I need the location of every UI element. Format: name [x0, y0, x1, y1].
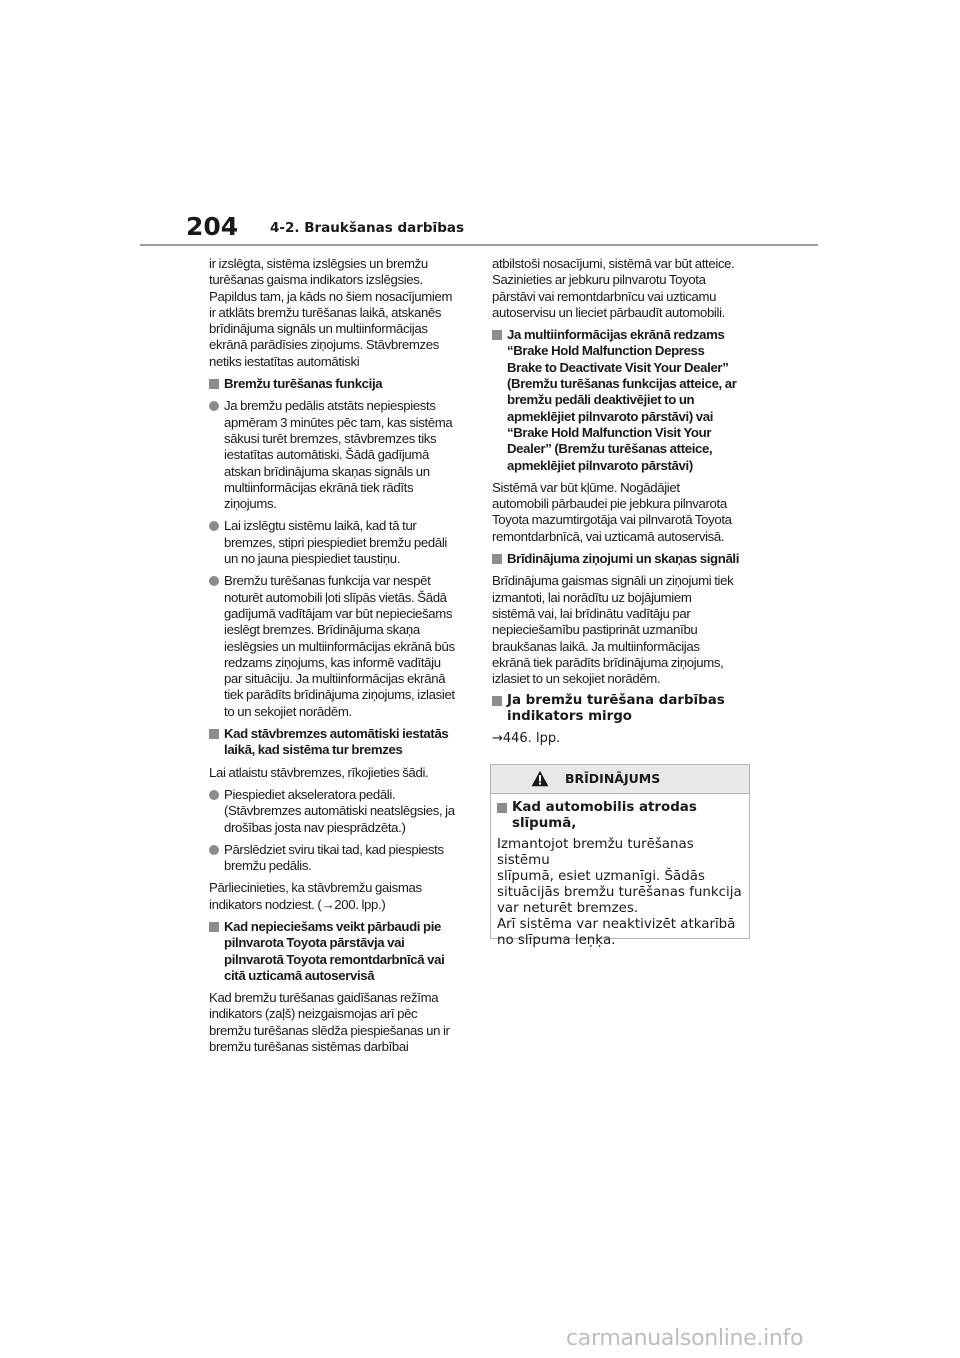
watermark: carmanualsonline.info: [566, 1326, 804, 1351]
warning-box-body: [491, 794, 749, 949]
warning-box-header: [491, 765, 749, 794]
left-column: [209, 256, 471, 1061]
bullet-switch-lever: Pārslēdziet sviru tikai tad, kad piespiests bremžu pedālis.: [209, 842, 471, 875]
warning-triangle-icon: [531, 770, 549, 787]
bullet-switch-off-system: Lai izslēgtu sistēmu laikā, kad tā tur bremzes, stipri piespiediet bremžu pedāli un no jauna piespiediet taustiņu.: [209, 518, 471, 567]
heading-brake-hold-function: Bremžu turēšanas funkcija: [209, 376, 471, 392]
square-bullet-icon: [492, 330, 502, 340]
round-bullet-icon: [209, 521, 219, 531]
heading-warning-messages: Brīdinājuma ziņojumi un skaņas signāli: [492, 551, 754, 567]
round-bullet-icon: [209, 576, 219, 586]
section-title: 4-2. Braukšanas darbības: [270, 220, 464, 236]
right-column: [492, 256, 754, 748]
square-bullet-icon: [492, 554, 502, 564]
page-reference-link[interactable]: →446. lpp.: [492, 731, 561, 747]
square-bullet-icon: [492, 696, 502, 706]
heading-indicator-flashing: Ja bremžu turēšana darbības indikators mirgo: [492, 693, 754, 725]
round-bullet-icon: [209, 845, 219, 855]
intro-paragraph: ir izslēgta, sistēma izslēgsies un bremžu turēšanas gaisma indikators izslēgsies. Papildus tam, ja kāds no šiem nosacījumiem ir atklāts bremžu turēšanas laikā, atskanēs brīdinājuma signāls un multiinformācijas ekrānā parādīsies ziņojums. Stāvbremzes netiks iestatītas automātiski: [209, 256, 453, 369]
square-bullet-icon: [209, 922, 219, 932]
square-bullet-icon: [209, 379, 219, 389]
inspection-paragraph-continued: atbilstoši nosacījumi, sistēmā var būt atteice. Sazinieties ar jebkuru pilnvarotu Toyota pārstāvi vai remontdarbnīcu vai uzticamu autoservisu un lieciet pārbaudīt automobili.: [492, 256, 735, 320]
warning-box: [490, 764, 750, 948]
square-bullet-icon: [209, 729, 219, 739]
warning-heading-on-slope: Kad automobilis atrodas slīpumā,: [497, 800, 743, 832]
auto-park-intro: Lai atlaistu stāvbremzes, rīkojieties šādi.: [209, 764, 429, 780]
header-divider: [140, 244, 818, 246]
warnings-paragraph: Brīdinājuma gaismas signāli un ziņojumi tiek izmantoti, lai norādītu uz bojājumiem sistēmā vai, lai brīdinātu vadītāju par nepieciešamību pastiprināt uzmanību braukšanas laikā. Ja multiinformācijas ekrānā tiek parādīts brīdinājuma ziņojums, izlasiet to un sekojiet norādēm.: [492, 573, 734, 687]
square-bullet-icon: [497, 803, 507, 813]
malfunction-paragraph: Sistēmā var būt kļūme. Nogādājiet automobili pārbaudei pie jebkura pilnvarota Toyota mazumtirgotāja vai pilnvarotā Toyota remontdarbnīcā, vai uzticamā autoservisā.: [492, 479, 732, 544]
bullet-steep-slopes: Bremžu turēšanas funkcija var nespēt noturēt automobili ļoti slīpās vietās. Šādā gadījumā vadītājam var būt nepieciešams ieslēgt bremzes. Brīdinājuma skaņa ieslēgsies un multiinformācijas ekrānā būs redzams ziņojums, kas informē vadītāju par situāciju. Ja multiinformācijas ekrānā tiek parādīts brīdinājuma ziņojums, izlasiet to un sekojiet norādēm.: [209, 573, 471, 720]
auto-park-note: Pārliecinieties, ka stāvbremžu gaismas indikators nodziest. (→200. lpp.): [209, 880, 422, 912]
bullet-auto-park-after-3-min: Ja bremžu pedālis atstāts nepiespiests apmēram 3 minūtes pēc tam, kas sistēma sākusi turēt bremzes, stāvbremzes tiks iestatītas automātiski. Šādā gadījumā atskan brīdinājuma skaņas signāls un multiinformācijas ekrānā tiek rādīts ziņojums.: [209, 398, 471, 512]
heading-inspection-needed: Kad nepieciešams veikt pārbaudi pie pilnvarota Toyota pārstāvja vai pilnvarotā Toyota remontdarbnīcā vai citā uzticamā autoservisā: [209, 919, 471, 984]
round-bullet-icon: [209, 401, 219, 411]
inspection-paragraph: Kad bremžu turēšanas gaidīšanas režīma indikators (zaļš) neizgaismojas arī pēc bremžu turēšanas slēdža piespiešanas un ir bremžu turēšanas sistēmas darbībai: [209, 990, 450, 1055]
warning-box-title: BRĪDINĀJUMS: [565, 771, 661, 786]
heading-malfunction-message: Ja multiinformācijas ekrānā redzams “Brake Hold Malfunction Depress Brake to Deactivate Visit Your Dealer” (Bremžu turēšanas funkcijas atteice, ar bremžu pedāli deaktivējiet to un apmeklējiet pilnvaroto pārstāvi) vai “Brake Hold Malfunction Visit Your Dealer” (Bremžu turēšanas atteice, apmeklējiet pilnvaroto pārstāvi): [492, 327, 754, 474]
round-bullet-icon: [209, 790, 219, 800]
bullet-press-accelerator: Piespiediet akseleratora pedāli. (Stāvbremzes automātiski neatslēgsies, ja drošības josta nav piesprādzēta.): [209, 787, 471, 836]
warning-text: Izmantojot bremžu turēšanas sistēmu slīpumā, esiet uzmanīgi. Šādās situācijās bremžu turēšanas funkcija var neturēt bremzes. Arī sistēma var neaktivizēt atkarībā no slīpuma leņķa.: [497, 837, 742, 948]
page-number: 204: [186, 212, 239, 241]
heading-auto-parking-brake: Kad stāvbremzes automātiski iestatās laikā, kad sistēma tur bremzes: [209, 726, 471, 759]
